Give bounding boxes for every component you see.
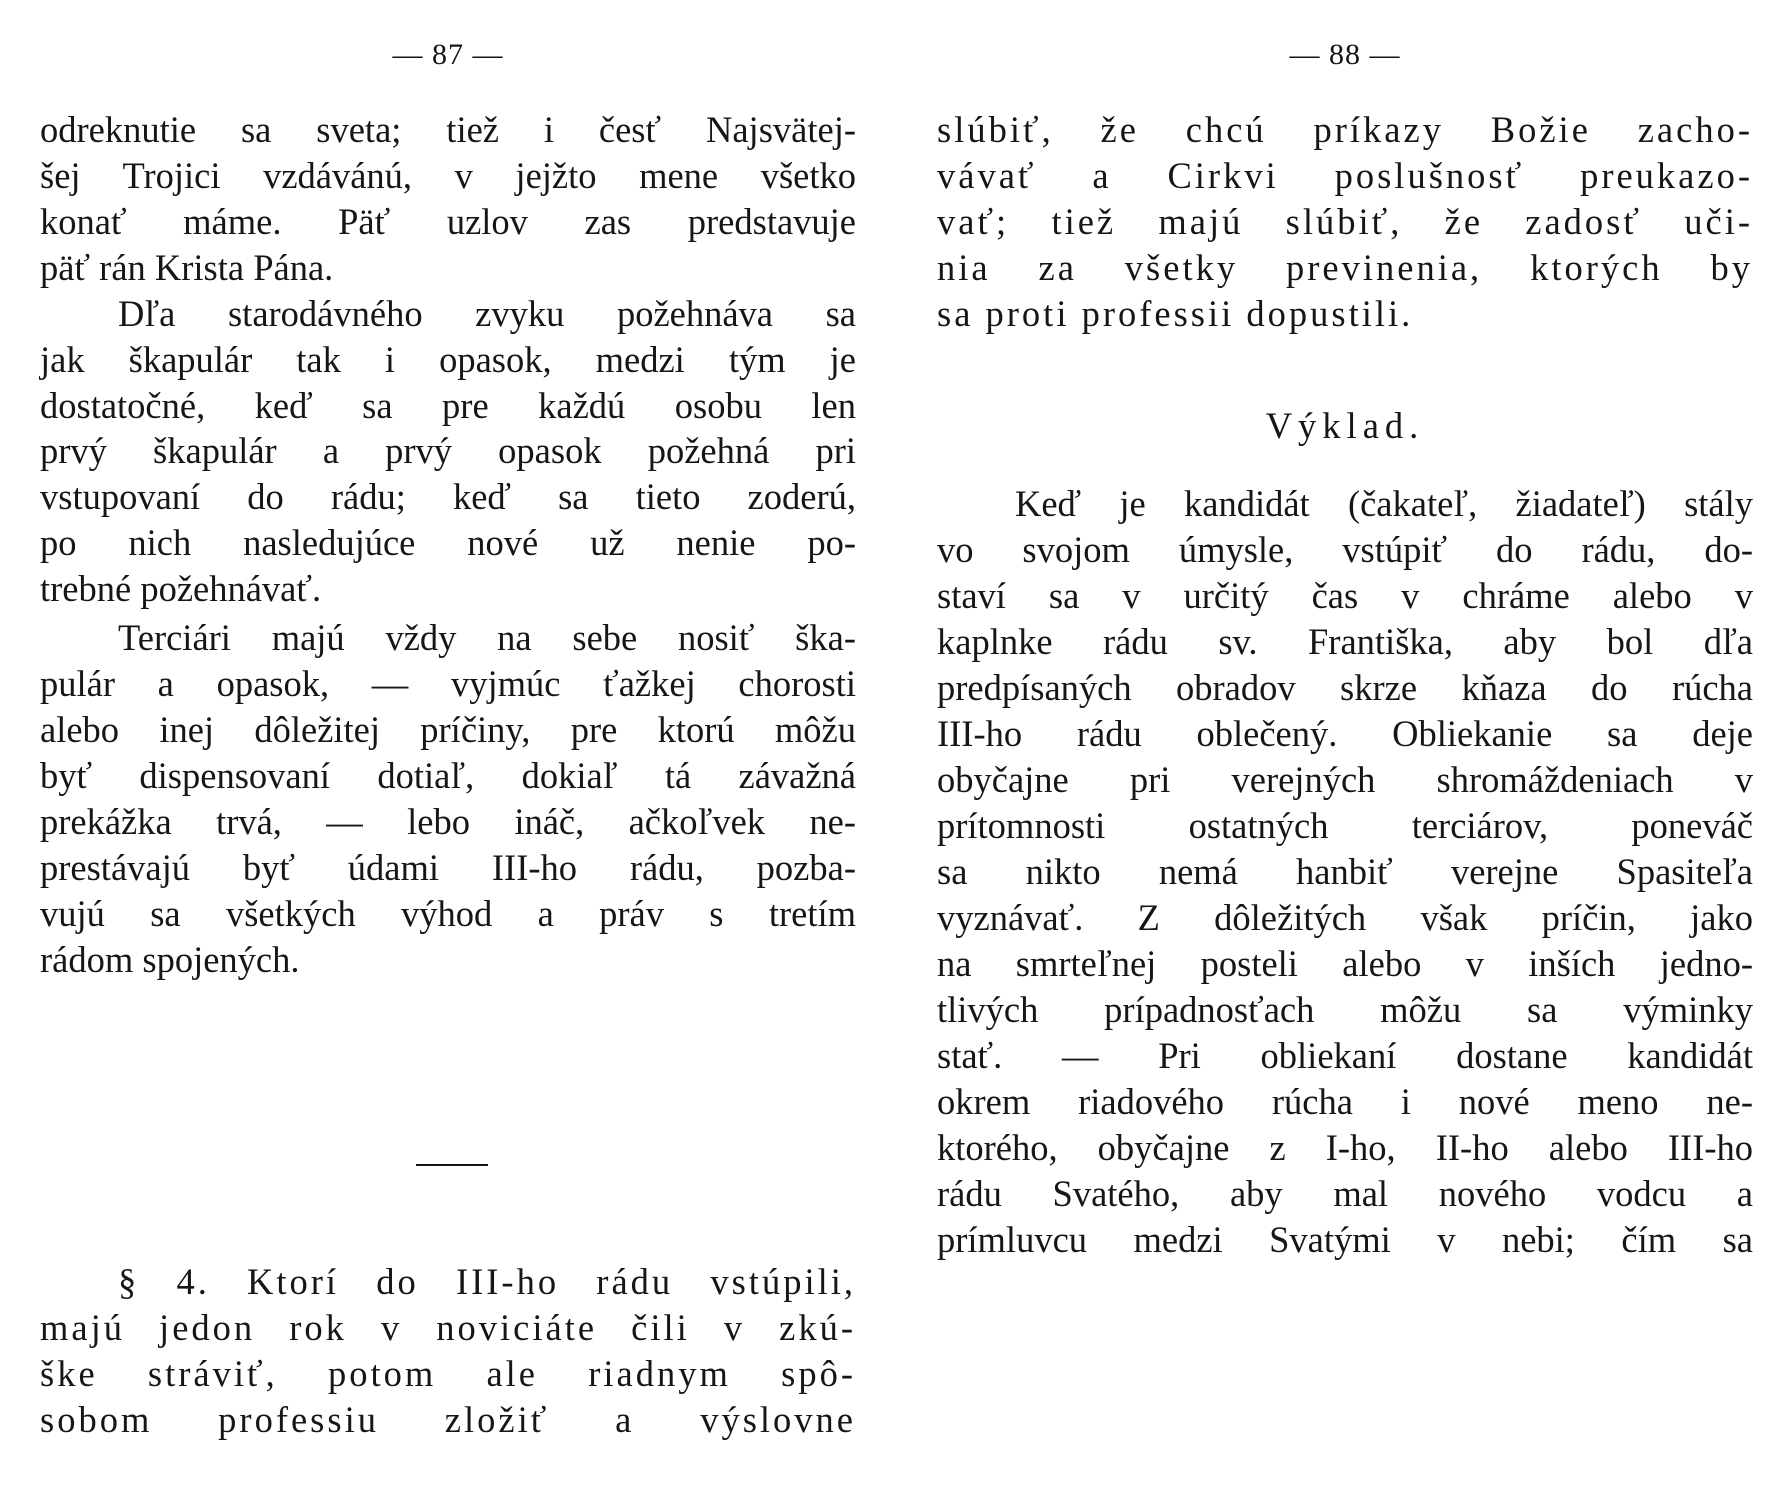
text-line: vujú sa všetkých výhod a práv s tretím [40, 893, 856, 934]
text-line: sa proti professii dopustili. [937, 293, 1414, 334]
text-line: vávať a Cirkvi poslušnosť preukazo- [937, 155, 1753, 196]
text-line: prítomnosti ostatných terciárov, poneváč [937, 805, 1753, 846]
text-line: na smrteľnej posteli alebo v inších jedno- [937, 943, 1753, 984]
text-line: obyčajne pri verejných shromáždeniach v [937, 759, 1753, 800]
text-line: jak škapulár tak i opasok, medzi tým je [40, 339, 856, 380]
text-line: predpísaných obradov skrze kňaza do rúcha [937, 667, 1753, 708]
text-line: prekážka trvá, — lebo ináč, ačkoľvek ne- [40, 801, 856, 842]
section-divider [416, 1164, 488, 1166]
text-line: po nich nasledujúce nové už nenie po- [40, 522, 856, 563]
text-line: dostatočné, keď sa pre každú osobu len [40, 385, 856, 426]
paragraph-start-line: Terciári majú vždy na sebe nosiť ška- [118, 617, 856, 658]
text-line: odreknutie sa sveta; tiež i česť Najsvätej- [40, 109, 856, 150]
text-line: stať. — Pri obliekaní dostane kandidát [937, 1035, 1753, 1076]
text-line: prímluvcu medzi Svatými v nebi; čím sa [937, 1219, 1753, 1260]
page-number-88: — 88 — [1289, 38, 1401, 71]
text-line: kaplnke rádu sv. Františka, aby bol dľa [937, 621, 1753, 662]
text-line: vyznávať. Z dôležitých však príčin, jako [937, 897, 1753, 938]
text-line: rádu Svatého, aby mal nového vodcu a [937, 1173, 1753, 1214]
text-line: rádom spojených. [40, 939, 300, 980]
text-line: alebo inej dôležitej príčiny, pre ktorú môžu [40, 709, 856, 750]
text-line: prestávajú byť údami III-ho rádu, pozba- [40, 847, 856, 888]
vyklad-heading: Výklad. [1265, 405, 1425, 446]
text-line: päť rán Krista Pána. [40, 247, 334, 288]
text-line: vať; tiež majú slúbiť, že zadosť uči- [937, 201, 1753, 242]
text-line: sobom professiu zložiť a výslovne [40, 1399, 856, 1440]
text-line: okrem riadového rúcha i nové meno ne- [937, 1081, 1753, 1122]
text-line: prvý škapulár a prvý opasok požehná pri [40, 430, 856, 471]
text-line: ške stráviť, potom ale riadnym spô- [40, 1353, 856, 1394]
text-line: ktorého, obyčajne z I-ho, II-ho alebo III-ho [937, 1127, 1753, 1168]
text-line: trebné požehnávať. [40, 568, 322, 609]
text-line: byť dispensovaní dotiaľ, dokiaľ tá závažná [40, 755, 856, 796]
text-line: pulár a opasok, — vyjmúc ťažkej chorosti [40, 663, 856, 704]
text-line: tlivých prípadnosťach môžu sa výminky [937, 989, 1753, 1030]
text-line: vstupovaní do rádu; keď sa tieto zoderú, [40, 476, 856, 517]
section-4-heading-line: § 4. Ktorí do III-ho rádu vstúpili, [118, 1261, 856, 1302]
text-line: vo svojom úmysle, vstúpiť do rádu, do- [937, 529, 1753, 570]
text-line: III-ho rádu oblečený. Obliekanie sa deje [937, 713, 1753, 754]
text-line: konať máme. Päť uzlov zas predstavuje [40, 201, 856, 242]
text-line: staví sa v určitý čas v chráme alebo v [937, 575, 1753, 616]
text-line: majú jedon rok v noviciáte čili v zkú- [40, 1307, 856, 1348]
text-line: sa nikto nemá hanbiť verejne Spasiteľa [937, 851, 1753, 892]
text-line: nia za všetky previnenia, ktorých by [937, 247, 1753, 288]
paragraph-start-line: Dľa starodávného zvyku požehnáva sa [118, 293, 856, 334]
paragraph-start-line: Keď je kandidát (čakateľ, žiadateľ) stály [1015, 483, 1753, 524]
page-number-87: — 87 — [392, 38, 504, 71]
text-line: slúbiť, že chcú príkazy Božie zacho- [937, 109, 1753, 150]
text-line: šej Trojici vzdávánú, v jejžto mene všetko [40, 155, 856, 196]
